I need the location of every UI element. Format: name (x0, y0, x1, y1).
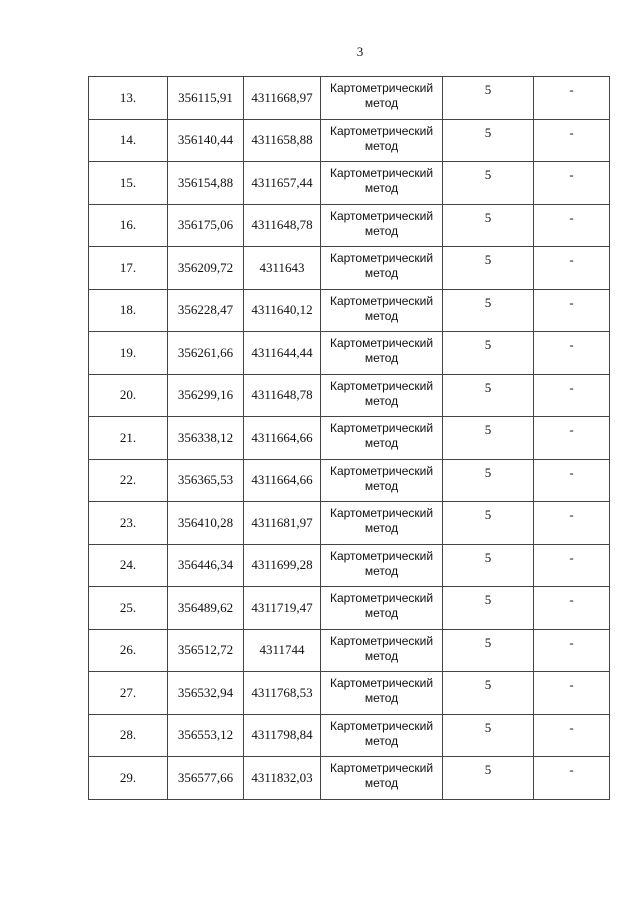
point-number-cell: 18. (89, 289, 168, 332)
extra-cell: - (534, 289, 610, 332)
point-number-cell: 15. (89, 162, 168, 205)
method-line-1: Картометрический (329, 761, 434, 775)
page-number: 3 (356, 44, 364, 59)
method-line-2: метод (364, 563, 399, 578)
point-number-cell: 26. (89, 629, 168, 672)
x-coordinate-cell: 356553,12 (168, 714, 244, 757)
y-coordinate-cell: 4311644,44 (244, 332, 321, 375)
method-cell (321, 544, 443, 587)
point-number-cell: 22. (89, 459, 168, 502)
method-line-1: Картометрический (329, 166, 434, 180)
point-number-cell: 21. (89, 417, 168, 460)
method-cell (321, 77, 443, 120)
table-row (89, 544, 610, 587)
point-number-cell: 20. (89, 374, 168, 417)
method-cell (321, 714, 443, 757)
y-coordinate-cell: 4311798,84 (244, 714, 321, 757)
y-coordinate-cell: 4311681,97 (244, 502, 321, 545)
y-coordinate-cell: 4311668,97 (244, 77, 321, 120)
table-row (89, 162, 610, 205)
extra-cell: - (534, 417, 610, 460)
accuracy-cell: 5 (443, 672, 534, 715)
extra-cell: - (534, 544, 610, 587)
accuracy-cell: 5 (443, 714, 534, 757)
method-line-2: метод (364, 436, 399, 450)
extra-cell: - (534, 672, 610, 715)
extra-cell: - (534, 119, 610, 162)
table-row (89, 289, 610, 332)
method-line-2: метод (364, 776, 399, 790)
method-cell (321, 672, 443, 715)
accuracy-cell: 5 (443, 119, 534, 162)
point-number-cell: 14. (89, 119, 168, 162)
method-line-1: Картометрический (329, 293, 434, 308)
y-coordinate-cell: 4311719,47 (244, 587, 321, 630)
y-coordinate-cell: 4311664,66 (244, 417, 321, 460)
table-row (89, 119, 610, 162)
method-line-1: Картометрический (329, 633, 434, 648)
method-line-1: Картометрический (329, 336, 434, 350)
method-line-2: метод (364, 733, 399, 748)
x-coordinate-cell: 356299,16 (168, 374, 244, 417)
x-coordinate-cell: 356512,72 (168, 629, 244, 672)
method-cell (321, 247, 443, 290)
accuracy-cell: 5 (443, 544, 534, 587)
extra-cell: - (534, 204, 610, 247)
method-line-1: Картометрический (329, 378, 434, 393)
accuracy-cell: 5 (443, 587, 534, 630)
accuracy-cell: 5 (443, 204, 534, 247)
method-line-1: Картометрический (329, 548, 434, 563)
x-coordinate-cell: 356338,12 (168, 417, 244, 460)
point-number-cell: 19. (89, 332, 168, 375)
table-row (89, 204, 610, 247)
extra-cell: - (534, 247, 610, 290)
x-coordinate-cell: 356365,53 (168, 459, 244, 502)
method-cell (321, 757, 443, 800)
method-cell (321, 374, 443, 417)
y-coordinate-cell: 4311648,78 (244, 374, 321, 417)
x-coordinate-cell: 356261,66 (168, 332, 244, 375)
point-number-cell: 23. (89, 502, 168, 545)
point-number-cell: 29. (89, 757, 168, 800)
accuracy-cell: 5 (443, 629, 534, 672)
method-line-2: метод (364, 96, 399, 110)
x-coordinate-cell: 356115,91 (168, 77, 244, 120)
y-coordinate-cell: 4311658,88 (244, 119, 321, 162)
point-number-cell: 28. (89, 714, 168, 757)
accuracy-cell: 5 (443, 77, 534, 120)
method-line-1: Картометрический (329, 506, 434, 520)
table-row (89, 629, 610, 672)
x-coordinate-cell: 356175,06 (168, 204, 244, 247)
extra-cell: - (534, 374, 610, 417)
method-line-1: Картометрический (329, 421, 434, 435)
method-cell (321, 417, 443, 460)
table-row (89, 77, 610, 120)
method-cell (321, 204, 443, 247)
method-line-1: Картометрический (329, 676, 434, 690)
method-line-2: метод (364, 266, 399, 280)
table-row (89, 332, 610, 375)
point-number-cell: 25. (89, 587, 168, 630)
point-number-cell: 16. (89, 204, 168, 247)
y-coordinate-cell: 4311648,78 (244, 204, 321, 247)
extra-cell: - (534, 714, 610, 757)
y-coordinate-cell: 4311699,28 (244, 544, 321, 587)
table-row (89, 714, 610, 757)
coordinates-table (88, 76, 610, 800)
x-coordinate-cell: 356489,62 (168, 587, 244, 630)
method-line-2: метод (364, 606, 399, 620)
method-line-2: метод (364, 393, 399, 408)
method-cell (321, 162, 443, 205)
x-coordinate-cell: 356577,66 (168, 757, 244, 800)
extra-cell: - (534, 332, 610, 375)
y-coordinate-cell: 4311640,12 (244, 289, 321, 332)
method-line-2: метод (364, 478, 399, 493)
method-line-2: метод (364, 521, 399, 535)
x-coordinate-cell: 356532,94 (168, 672, 244, 715)
accuracy-cell: 5 (443, 757, 534, 800)
method-cell (321, 332, 443, 375)
method-line-2: метод (364, 648, 399, 663)
accuracy-cell: 5 (443, 332, 534, 375)
method-cell (321, 289, 443, 332)
y-coordinate-cell: 4311664,66 (244, 459, 321, 502)
extra-cell: - (534, 502, 610, 545)
y-coordinate-cell: 4311832,03 (244, 757, 321, 800)
point-number-cell: 27. (89, 672, 168, 715)
x-coordinate-cell: 356410,28 (168, 502, 244, 545)
method-line-2: метод (364, 223, 399, 238)
method-line-1: Картометрический (329, 208, 434, 223)
point-number-cell: 17. (89, 247, 168, 290)
table-row (89, 502, 610, 545)
method-line-1: Картометрический (329, 591, 434, 605)
method-cell (321, 587, 443, 630)
accuracy-cell: 5 (443, 162, 534, 205)
extra-cell: - (534, 459, 610, 502)
y-coordinate-cell: 4311768,53 (244, 672, 321, 715)
method-cell (321, 629, 443, 672)
method-line-2: метод (364, 138, 399, 153)
point-number-cell: 13. (89, 77, 168, 120)
table-row (89, 417, 610, 460)
accuracy-cell: 5 (443, 374, 534, 417)
table-row (89, 587, 610, 630)
method-cell (321, 459, 443, 502)
method-cell (321, 502, 443, 545)
y-coordinate-cell: 4311657,44 (244, 162, 321, 205)
y-coordinate-cell: 4311643 (244, 247, 321, 290)
table-row (89, 757, 610, 800)
method-line-2: метод (364, 308, 399, 323)
accuracy-cell: 5 (443, 417, 534, 460)
method-line-1: Картометрический (329, 463, 434, 478)
x-coordinate-cell: 356154,88 (168, 162, 244, 205)
method-line-2: метод (364, 181, 399, 195)
accuracy-cell: 5 (443, 247, 534, 290)
accuracy-cell: 5 (443, 289, 534, 332)
table-row (89, 247, 610, 290)
method-line-1: Картометрический (329, 81, 434, 95)
table-row (89, 459, 610, 502)
method-line-1: Картометрический (329, 718, 434, 733)
x-coordinate-cell: 356446,34 (168, 544, 244, 587)
accuracy-cell: 5 (443, 502, 534, 545)
method-cell (321, 119, 443, 162)
method-line-2: метод (364, 691, 399, 705)
table-row (89, 374, 610, 417)
accuracy-cell: 5 (443, 459, 534, 502)
extra-cell: - (534, 587, 610, 630)
point-number-cell: 24. (89, 544, 168, 587)
extra-cell: - (534, 757, 610, 800)
x-coordinate-cell: 356209,72 (168, 247, 244, 290)
extra-cell: - (534, 162, 610, 205)
method-line-1: Картометрический (329, 251, 434, 265)
x-coordinate-cell: 356140,44 (168, 119, 244, 162)
extra-cell: - (534, 77, 610, 120)
table-row (89, 672, 610, 715)
coordinates-table-body (89, 77, 610, 800)
method-line-2: метод (364, 351, 399, 365)
method-line-1: Картометрический (329, 123, 434, 138)
extra-cell: - (534, 629, 610, 672)
x-coordinate-cell: 356228,47 (168, 289, 244, 332)
y-coordinate-cell: 4311744 (244, 629, 321, 672)
